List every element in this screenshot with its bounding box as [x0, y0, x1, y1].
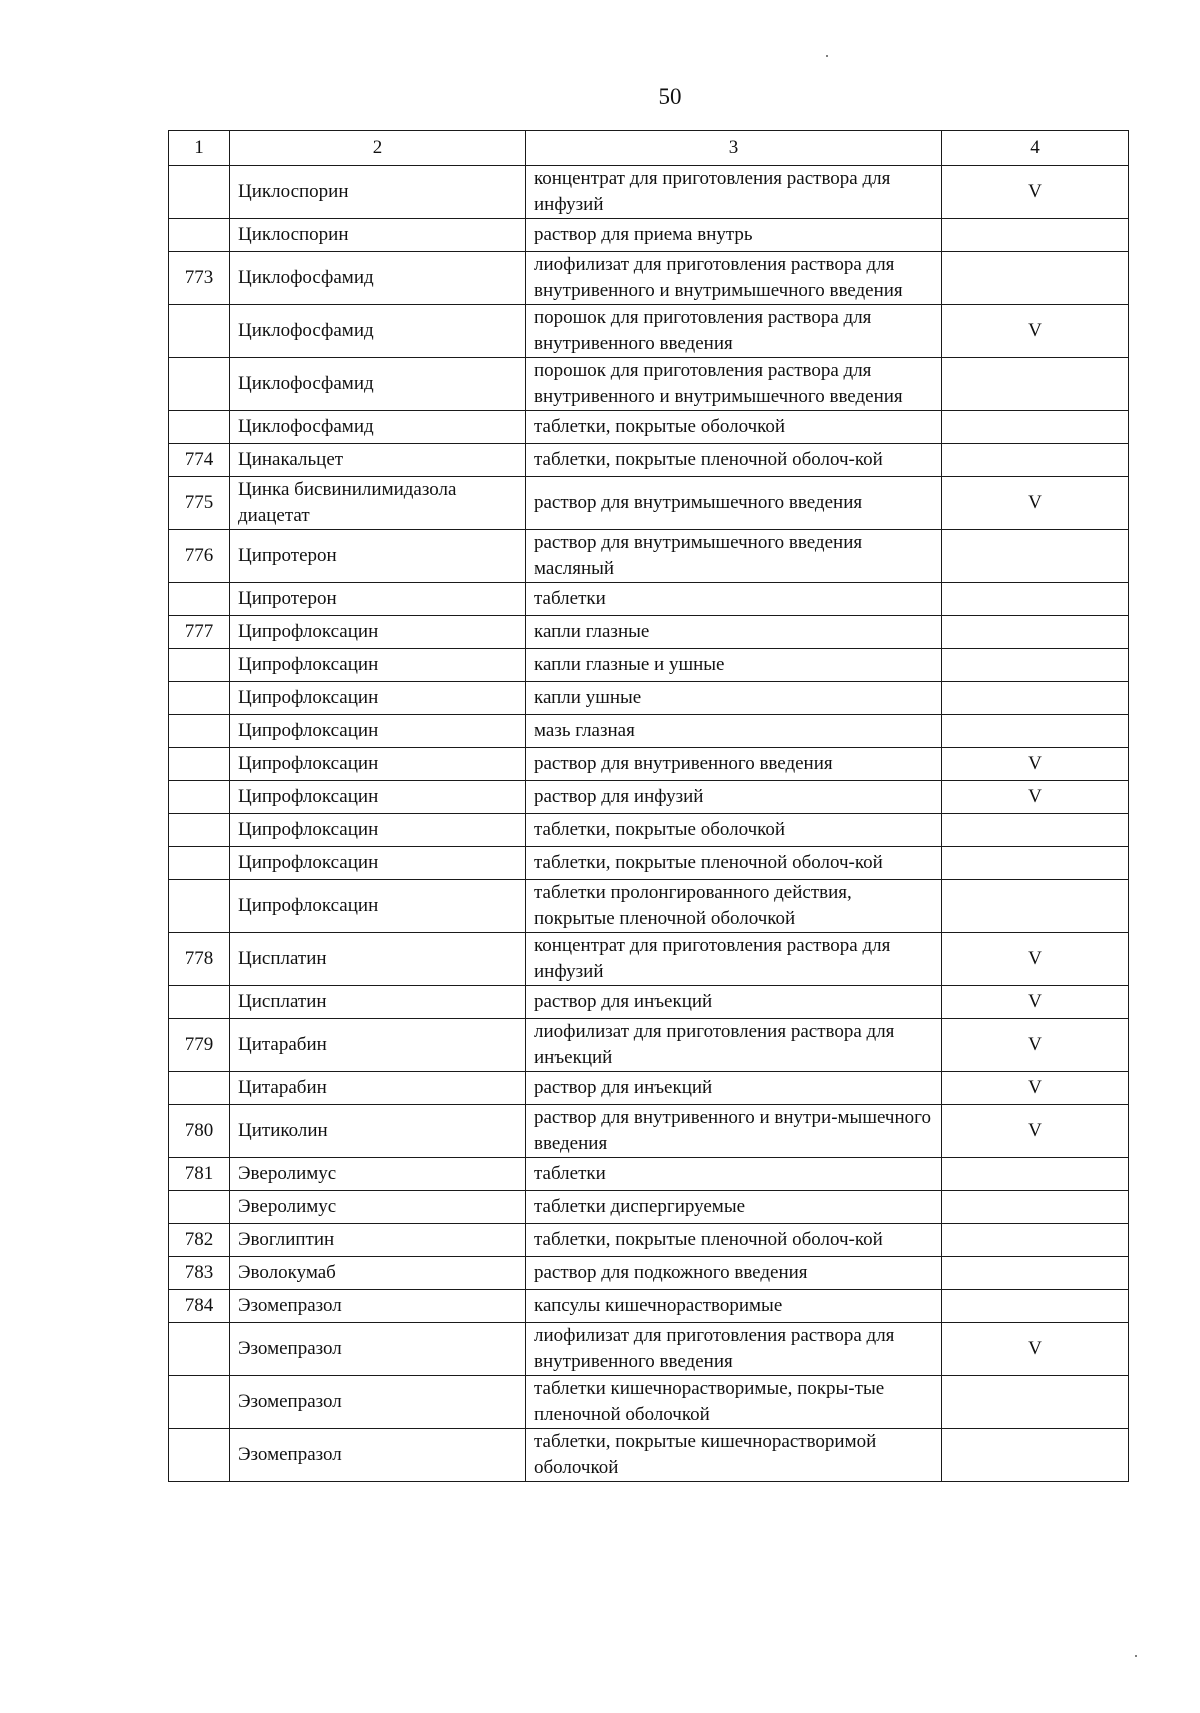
- drug-name: Эзомепразол: [230, 1323, 526, 1376]
- drug-name: Цитарабин: [230, 1019, 526, 1072]
- drug-name: Циклофосфамид: [230, 305, 526, 358]
- row-number: [169, 986, 230, 1019]
- drug-name: Цитарабин: [230, 1072, 526, 1105]
- row-number: [169, 583, 230, 616]
- table-row: [169, 1224, 1129, 1257]
- row-number: 777: [169, 616, 230, 649]
- row-number: 773: [169, 252, 230, 305]
- v-mark: [942, 530, 1129, 583]
- v-mark: [942, 1429, 1129, 1482]
- row-number: 780: [169, 1105, 230, 1158]
- row-number: 779: [169, 1019, 230, 1072]
- dosage-form: раствор для внутримышечного введения масляный: [526, 530, 942, 583]
- row-number: 783: [169, 1257, 230, 1290]
- v-mark: V: [942, 1323, 1129, 1376]
- row-number: [169, 219, 230, 252]
- table-row: [169, 1158, 1129, 1191]
- table-row: [169, 1019, 1129, 1072]
- drug-name: Цинакальцет: [230, 444, 526, 477]
- v-mark: [942, 1158, 1129, 1191]
- dosage-form: лиофилизат для приготовления раствора для внутривенного и внутримышечного введения: [526, 252, 942, 305]
- scan-speck: [826, 55, 828, 57]
- v-mark: [942, 219, 1129, 252]
- table-row: [169, 748, 1129, 781]
- table-row: [169, 814, 1129, 847]
- scan-speck: [1135, 1655, 1137, 1657]
- table-row: [169, 1072, 1129, 1105]
- dosage-form: раствор для внутримышечного введения: [526, 477, 942, 530]
- drug-name: Цинка бисвинилимидазола диацетат: [230, 477, 526, 530]
- dosage-form: таблетки пролонгированного действия, покрытые пленочной оболочкой: [526, 880, 942, 933]
- row-number: [169, 1376, 230, 1429]
- v-mark: [942, 682, 1129, 715]
- row-number: 784: [169, 1290, 230, 1323]
- header-col-3: 3: [526, 131, 942, 166]
- table-row: [169, 933, 1129, 986]
- v-mark: [942, 358, 1129, 411]
- row-number: [169, 847, 230, 880]
- drug-name: Ципротерон: [230, 583, 526, 616]
- drug-name: Ципрофлоксацин: [230, 616, 526, 649]
- dosage-form: капли ушные: [526, 682, 942, 715]
- v-mark: [942, 1376, 1129, 1429]
- drug-name: Ципрофлоксацин: [230, 748, 526, 781]
- table-row: [169, 781, 1129, 814]
- drug-name: Ципрофлоксацин: [230, 682, 526, 715]
- row-number: 778: [169, 933, 230, 986]
- row-number: 781: [169, 1158, 230, 1191]
- table-row: [169, 477, 1129, 530]
- dosage-form: мазь глазная: [526, 715, 942, 748]
- drug-name: Эверолимус: [230, 1158, 526, 1191]
- dosage-form: порошок для приготовления раствора для внутривенного введения: [526, 305, 942, 358]
- v-mark: V: [942, 933, 1129, 986]
- drug-name: Эволокумаб: [230, 1257, 526, 1290]
- dosage-form: раствор для инфузий: [526, 781, 942, 814]
- row-number: [169, 748, 230, 781]
- table-row: [169, 305, 1129, 358]
- row-number: 775: [169, 477, 230, 530]
- drug-name: Ципрофлоксацин: [230, 847, 526, 880]
- dosage-form: таблетки кишечнорастворимые, покры-тые пленочной оболочкой: [526, 1376, 942, 1429]
- dosage-form: раствор для приема внутрь: [526, 219, 942, 252]
- dosage-form: капли глазные: [526, 616, 942, 649]
- table-row: [169, 1376, 1129, 1429]
- table-row: [169, 219, 1129, 252]
- row-number: [169, 166, 230, 219]
- row-number: [169, 358, 230, 411]
- v-mark: V: [942, 1072, 1129, 1105]
- v-mark: V: [942, 305, 1129, 358]
- dosage-form: таблетки диспергируемые: [526, 1191, 942, 1224]
- v-mark: [942, 715, 1129, 748]
- v-mark: V: [942, 986, 1129, 1019]
- table-row: [169, 252, 1129, 305]
- dosage-form: раствор для инъекций: [526, 986, 942, 1019]
- row-number: [169, 411, 230, 444]
- dosage-form: раствор для инъекций: [526, 1072, 942, 1105]
- dosage-form: раствор для внутривенного введения: [526, 748, 942, 781]
- v-mark: [942, 847, 1129, 880]
- v-mark: [942, 1290, 1129, 1323]
- row-number: [169, 781, 230, 814]
- row-number: [169, 305, 230, 358]
- row-number: [169, 649, 230, 682]
- table-row: [169, 649, 1129, 682]
- row-number: [169, 1191, 230, 1224]
- table-row: [169, 715, 1129, 748]
- row-number: [169, 880, 230, 933]
- v-mark: [942, 814, 1129, 847]
- row-number: [169, 715, 230, 748]
- row-number: 782: [169, 1224, 230, 1257]
- drug-name: Циклофосфамид: [230, 358, 526, 411]
- drug-name: Ципрофлоксацин: [230, 781, 526, 814]
- drug-name: Эзомепразол: [230, 1290, 526, 1323]
- dosage-form: таблетки, покрытые оболочкой: [526, 411, 942, 444]
- drug-name: Циклофосфамид: [230, 252, 526, 305]
- table-row: [169, 1257, 1129, 1290]
- dosage-form: таблетки: [526, 583, 942, 616]
- v-mark: V: [942, 166, 1129, 219]
- v-mark: [942, 880, 1129, 933]
- table-row: [169, 444, 1129, 477]
- drug-name: Циклоспорин: [230, 166, 526, 219]
- table-row: [169, 1191, 1129, 1224]
- dosage-form: капсулы кишечнорастворимые: [526, 1290, 942, 1323]
- v-mark: V: [942, 748, 1129, 781]
- table-row: [169, 616, 1129, 649]
- drug-name: Ципрофлоксацин: [230, 814, 526, 847]
- drug-name: Эзомепразол: [230, 1376, 526, 1429]
- v-mark: [942, 616, 1129, 649]
- table-row: [169, 847, 1129, 880]
- row-number: [169, 1323, 230, 1376]
- row-number: [169, 1072, 230, 1105]
- row-number: 776: [169, 530, 230, 583]
- page-number: 50: [658, 84, 682, 109]
- table-row: [169, 411, 1129, 444]
- v-mark: [942, 252, 1129, 305]
- row-number: [169, 682, 230, 715]
- v-mark: V: [942, 1105, 1129, 1158]
- dosage-form: раствор для подкожного введения: [526, 1257, 942, 1290]
- drug-name: Эвоглиптин: [230, 1224, 526, 1257]
- row-number: 774: [169, 444, 230, 477]
- dosage-form: таблетки: [526, 1158, 942, 1191]
- table-row: [169, 358, 1129, 411]
- table-row: [169, 1105, 1129, 1158]
- drug-name: Циклофосфамид: [230, 411, 526, 444]
- drug-name: Ципротерон: [230, 530, 526, 583]
- dosage-form: порошок для приготовления раствора для внутривенного и внутримышечного введения: [526, 358, 942, 411]
- table-row: [169, 880, 1129, 933]
- dosage-form: таблетки, покрытые кишечнорастворимой оболочкой: [526, 1429, 942, 1482]
- header-col-4: 4: [942, 131, 1129, 166]
- v-mark: V: [942, 477, 1129, 530]
- table-row: [169, 986, 1129, 1019]
- v-mark: [942, 583, 1129, 616]
- dosage-form: таблетки, покрытые пленочной оболоч-кой: [526, 847, 942, 880]
- dosage-form: таблетки, покрытые пленочной оболоч-кой: [526, 444, 942, 477]
- drug-name: Эзомепразол: [230, 1429, 526, 1482]
- dosage-form: раствор для внутривенного и внутри-мышечного введения: [526, 1105, 942, 1158]
- dosage-form: лиофилизат для приготовления раствора для внутривенного введения: [526, 1323, 942, 1376]
- dosage-form: концентрат для приготовления раствора для инфузий: [526, 166, 942, 219]
- table-row: [169, 530, 1129, 583]
- drug-name: Цисплатин: [230, 933, 526, 986]
- row-number: [169, 814, 230, 847]
- v-mark: [942, 1191, 1129, 1224]
- table-row: [169, 583, 1129, 616]
- table-row: [169, 682, 1129, 715]
- dosage-form: капли глазные и ушные: [526, 649, 942, 682]
- dosage-form: таблетки, покрытые пленочной оболоч-кой: [526, 1224, 942, 1257]
- drug-name: Эверолимус: [230, 1191, 526, 1224]
- table-row: [169, 1429, 1129, 1482]
- table-header-row: [169, 131, 1129, 166]
- v-mark: [942, 411, 1129, 444]
- v-mark: V: [942, 1019, 1129, 1072]
- header-col-1: 1: [169, 131, 230, 166]
- row-number: [169, 1429, 230, 1482]
- table-row: [169, 1290, 1129, 1323]
- drug-name: Ципрофлоксацин: [230, 715, 526, 748]
- drug-name: Ципрофлоксацин: [230, 880, 526, 933]
- v-mark: [942, 444, 1129, 477]
- drug-name: Ципрофлоксацин: [230, 649, 526, 682]
- v-mark: V: [942, 781, 1129, 814]
- v-mark: [942, 1257, 1129, 1290]
- drug-name: Цисплатин: [230, 986, 526, 1019]
- table-row: [169, 1323, 1129, 1376]
- dosage-form: таблетки, покрытые оболочкой: [526, 814, 942, 847]
- drug-name: Цитиколин: [230, 1105, 526, 1158]
- table-body: [169, 131, 1129, 1482]
- drug-table: [168, 130, 1129, 1482]
- header-col-2: 2: [230, 131, 526, 166]
- drug-name: Циклоспорин: [230, 219, 526, 252]
- dosage-form: лиофилизат для приготовления раствора для инъекций: [526, 1019, 942, 1072]
- v-mark: [942, 1224, 1129, 1257]
- table-row: [169, 166, 1129, 219]
- dosage-form: концентрат для приготовления раствора для инфузий: [526, 933, 942, 986]
- v-mark: [942, 649, 1129, 682]
